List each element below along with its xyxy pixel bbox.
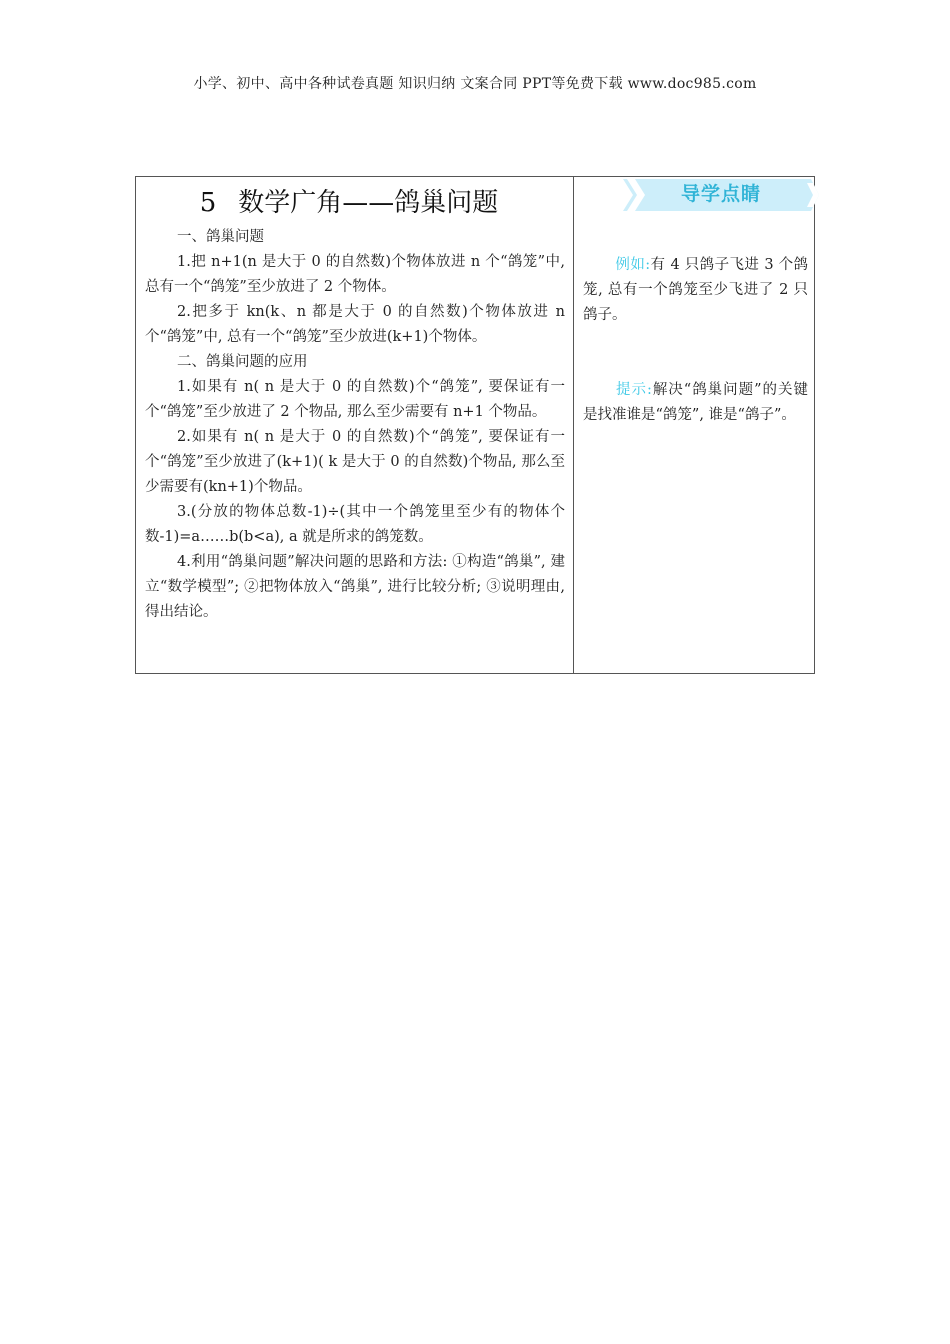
example-note <box>583 253 808 328</box>
paragraph-2: 2.把多于 kn(k、n 都是大于 0 的自然数)个物体放进 n 个“鸽笼”中, 总有一个“鸽笼”至少放进(k+1)个物体。 <box>145 304 565 345</box>
main-column <box>145 177 565 625</box>
title-number: 5 <box>199 188 217 218</box>
column-divider <box>573 177 574 673</box>
content-table <box>135 176 815 674</box>
banner-title: 导学点睛 <box>681 183 762 205</box>
paragraph-6: 4.利用“鸽巢问题”解决问题的思路和方法: ①构造“鸽巢”, 建立“数学模型”; ②把物体放入“鸽巢”, 进行比较分析; ③说明理由, 得出结论。 <box>145 554 565 620</box>
paragraph-3: 1.如果有 n( n 是大于 0 的自然数)个“鸽笼”, 要保证有一个“鸽笼”至少放进了 2 个物品, 那么至少需要有 n+1 个物品。 <box>145 379 565 420</box>
paragraph-1: 1.把 n+1(n 是大于 0 的自然数)个物体放进 n 个“鸽笼”中, 总有一个“鸽笼”至少放进了 2 个物体。 <box>145 254 565 295</box>
section-heading-1: 一、鸽巢问题 <box>177 229 264 245</box>
example-text: 有 4 只鸽子飞进 3 个鸽笼, 总有一个鸽笼至少飞进了 2 只鸽子。 <box>583 257 809 323</box>
site-header: 小学、初中、高中各种试卷真题 知识归纳 文案合同 PPT等免费下载 www.doc985.com <box>193 76 757 92</box>
title-text: 数学广角——鸽巢问题 <box>238 188 499 218</box>
hint-note <box>583 378 808 428</box>
example-label: 例如: <box>615 257 651 273</box>
section-heading-2: 二、鸽巢问题的应用 <box>177 354 308 370</box>
hint-label: 提示: <box>615 382 652 398</box>
guide-banner <box>623 179 819 211</box>
paragraph-5: 3.(分放的物体总数-1)÷(其中一个鸽笼里至少有的物体个数-1)=a……b(b<a), a 就是所求的鸽笼数。 <box>145 504 565 545</box>
hint-text: 解决“鸽巢问题”的关键是找准谁是“鸽笼”, 谁是“鸽子”。 <box>583 382 808 423</box>
paragraph-4: 2.如果有 n( n 是大于 0 的自然数)个“鸽笼”, 要保证有一个“鸽笼”至少放进了(k+1)( k 是大于 0 的自然数)个物品, 那么至少需要有(kn+1)个物品。 <box>145 429 565 495</box>
page-title <box>145 188 565 218</box>
